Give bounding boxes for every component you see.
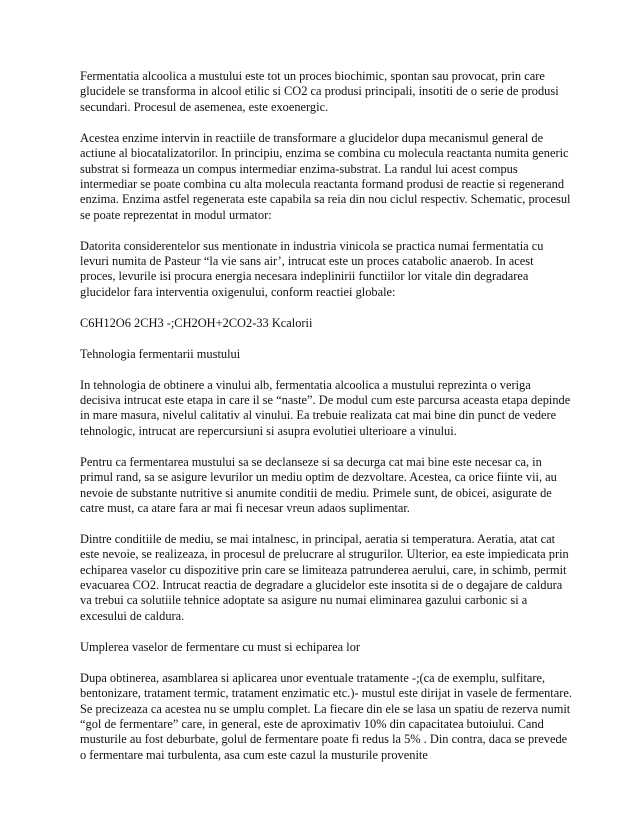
section-heading-tehnologia: Tehnologia fermentarii mustului: [80, 346, 241, 361]
section-heading-umplerea: Umplerea vaselor de fermentare cu must si echiparea lor: [80, 639, 361, 654]
paragraph-enzymes: Acestea enzime intervin in reactiile de transformare a glucidelor dupa mecanismul general de actiune al biocatalizatorilor. In principiu, enzima se combina cu molecula reactanta numita generic substrat si formeaza un compus intermediar enzima-substrat. La randul lui acest compus intermediar se poate combina cu alta molecula reactanta formand produsi de reactie si regenerand enzima. Enzima astfel regenerata este capabila sa reia din nou ciclul respectiv. Schematic, procesul se poate reprezentat in modul urmator:: [80, 130, 571, 222]
paragraph-levuri: Pentru ca fermentarea mustului sa se declanseze si sa decurga cat mai bine este necesar ca, in primul rand, sa se asigure levurilor un mediu optim de dezvoltare. Acestea, ca orice fiinte vii, au nevoie de substante nutritive si anumite conditii de mediu. Primele sunt, de obicei, asigurate de catre must, ca atare fara ar mai fi necesar vreun adaos suplimentar.: [80, 454, 557, 515]
paragraph-intro: Fermentatia alcoolica a mustului este tot un proces biochimic, spontan sau provocat, prin care glucidele se transforma in alcool etilic si CO2 ca produsi principali, insotiti de o serie de produsi secundari. Procesul de asemenea, este exoenergic.: [80, 69, 559, 114]
reaction-formula: C6H12O6 2CH3 -;CH2OH+2CO2-33 Kcalorii: [80, 315, 313, 330]
paragraph-vin-alb: In tehnologia de obtinere a vinului alb, fermentatia alcoolica a mustului reprezinta o veriga decisiva intrucat este etapa in care il se “naste”. De modul cum este parcursa aceasta etapa depinde in mare masura, nivelul calitativ al vinului. Ea trebuie realizata cat mai bine din punct de vedere tehnologic, intrucat are repercursiuni si asupra evolutiei ulterioare a vinului.: [80, 377, 571, 438]
paragraph-umplerea: Dupa obtinerea, asamblarea si aplicarea unor eventuale tratamente -;(ca de exemplu, sulfitare, bentonizare, tratament termic, tratament enzimatic etc.)- mustul este dirijat in vasele de fermentare. Se precizeaza ca acestea nu se umplu complet. La fiecare din ele se lasa un spatiu de rezerva numit “gol de fermentare” care, in general, este de aproximativ 10% din capacitatea butoiului. Cand musturile au fost deburbate, golul de fermentare poate fi redus la 5% . Din contra, daca se prevede o fermentare mai turbulenta, asa cum este cazul la musturile provenite: [80, 670, 572, 762]
paragraph-conditii-mediu: Dintre conditiile de mediu, se mai intalnesc, in principal, aeratia si temperatura. Aeratia, atat cat este nevoie, se realizeaza, in procesul de prelucrare al strugurilor. Ulterior, ea este impiedicata prin echiparea vaselor cu dispozitive prin care se limiteaza patrunderea aerului, care, in schimb, permit evacuarea CO2. Intrucat reactia de degradare a glucidelor este insotita si de o degajare de caldura va trebui ca solutiile tehnice adoptate sa asigure nu numai eliminarea gazului carbonic si a excesului de caldura.: [80, 531, 569, 623]
paragraph-pasteur: Datorita considerentelor sus mentionate in industria vinicola se practica numai fermentatia cu levuri numita de Pasteur “la vie sans air’, intrucat este un proces catabolic anaerob. In acest proces, levurile isi procura energia necesara indeplinirii functiilor lor vitale din degradarea glucidelor fara interventia oxigenului, conform reactiei globale:: [80, 238, 544, 299]
document-page: [80, 69, 572, 779]
